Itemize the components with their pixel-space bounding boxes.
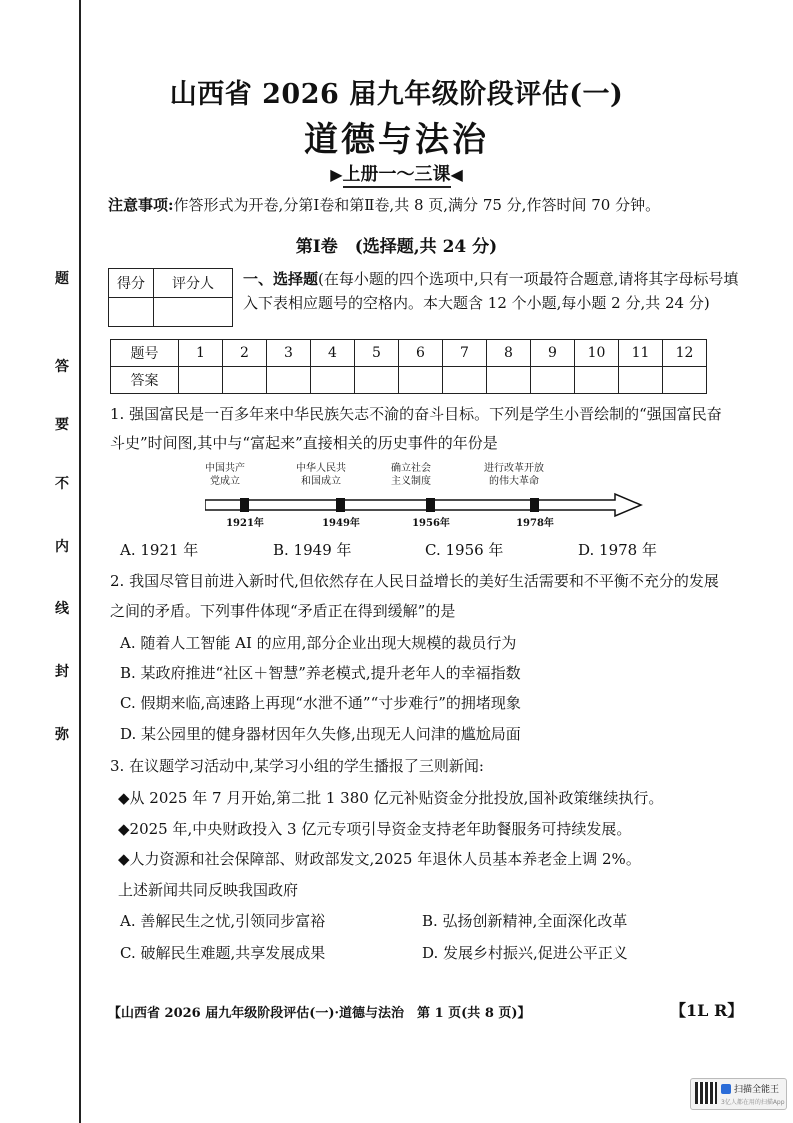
- q2-option-c[interactable]: C. 假期来临,高速路上再现“水泄不通”“寸步难行”的拥堵现象: [120, 694, 521, 712]
- q1-stem-line2: 斗史”时间图,其中与“富起来”直接相关的历史事件的年份是: [110, 434, 498, 452]
- answer-cell[interactable]: [443, 367, 487, 394]
- q2-option-a[interactable]: A. 随着人工智能 AI 的应用,部分企业出现大规模的裁员行为: [120, 634, 517, 652]
- page-footer: 【山西省 2026 届九年级阶段评估(一)·道德与法治 第 1 页(共 8 页)】: [108, 1006, 531, 1021]
- q2-option-d[interactable]: D. 某公园里的健身器材因年久失修,出现无人问津的尴尬局面: [120, 725, 521, 743]
- qr-code-icon: [695, 1082, 717, 1104]
- timeline-event-label: 中国共产 党成立: [205, 463, 245, 487]
- binding-char: 不: [55, 476, 69, 492]
- answer-cell[interactable]: [619, 367, 663, 394]
- q3-news-item: ◆2025 年,中央财政投入 3 亿元专项引导资金支持老年助餐服务可持续发展。: [118, 820, 632, 838]
- triangle-right-icon: ▶: [330, 165, 343, 184]
- answer-cell[interactable]: [355, 367, 399, 394]
- binding-char: 要: [55, 417, 69, 433]
- q3-option-d[interactable]: D. 发展乡村振兴,促进公平正义: [422, 944, 628, 962]
- answer-cell[interactable]: [311, 367, 355, 394]
- answer-row: [111, 367, 707, 394]
- timeline-year: 1956年: [412, 518, 450, 529]
- binding-char: 线: [55, 601, 69, 617]
- scanner-logo-icon: [721, 1084, 731, 1094]
- timeline-year: 1978年: [516, 518, 554, 529]
- paper-code: 【1L R】: [670, 1001, 744, 1020]
- triangle-left-icon: ◀: [450, 165, 463, 184]
- question-number: 6: [399, 340, 443, 367]
- binding-char: 题: [55, 271, 69, 287]
- question-number: 10: [575, 340, 619, 367]
- binding-char: 内: [55, 539, 69, 555]
- answer-cell[interactable]: [531, 367, 575, 394]
- scanner-watermark: [690, 1078, 787, 1110]
- subject-title: 道德与法治: [304, 120, 489, 160]
- part1-text: (在每小题的四个选项中,只有一项最符合题意,请将其字母标号填入下表相应题号的空格内。本大题含 12 个小题,每小题 2 分,共 24 分): [243, 270, 739, 312]
- timeline-event-label: 确立社会 主义制度: [391, 463, 431, 487]
- q2-option-b[interactable]: B. 某政府推进“社区＋智慧”养老模式,提升老年人的幸福指数: [120, 664, 521, 682]
- question-number: 4: [311, 340, 355, 367]
- q2-stem-line2: 之间的矛盾。下列事件体现“矛盾正在得到缓解”的是: [110, 602, 456, 620]
- answer-label: 答案: [111, 367, 179, 394]
- q1-option-b[interactable]: B. 1949 年: [273, 541, 352, 559]
- q3-option-c[interactable]: C. 破解民生难题,共享发展成果: [120, 944, 326, 962]
- timeline-year: 1949年: [322, 518, 360, 529]
- notice-label: 注意事项:: [108, 196, 174, 214]
- binding-char: 弥: [55, 727, 69, 743]
- notice-text: 作答形式为开卷,分第Ⅰ卷和第Ⅱ卷,共 8 页,满分 75 分,作答时间 70 分钟。: [173, 196, 661, 214]
- q2-stem-line1: 2. 我国尽管目前进入新时代,但依然存在人民日益增长的美好生活需要和不平衡不充分的发展: [110, 572, 719, 590]
- q1-option-d[interactable]: D. 1978 年: [578, 541, 657, 559]
- section-title: 第Ⅰ卷 (选择题,共 24 分): [295, 237, 498, 257]
- timeline-year: 1921年: [226, 518, 264, 529]
- q3-option-b[interactable]: B. 弘扬创新精神,全面深化改革: [422, 912, 628, 930]
- question-number-row: [111, 340, 707, 367]
- timeline-tick: [336, 498, 345, 512]
- part1-label: 一、选择题: [243, 270, 319, 288]
- question-number: 5: [355, 340, 399, 367]
- score-box: [108, 268, 233, 327]
- grader-label: 评分人: [154, 269, 233, 298]
- question-number-label: 题号: [111, 340, 179, 367]
- binding-char: 封: [55, 664, 69, 680]
- part1-instructions: [243, 267, 753, 315]
- score-cell[interactable]: [109, 298, 154, 327]
- answer-cell[interactable]: [663, 367, 707, 394]
- answer-cell[interactable]: [179, 367, 223, 394]
- q1-stem-line1: 1. 强国富民是一百多年来中华民族矢志不渝的奋斗目标。下列是学生小晋绘制的“强国富民奋: [110, 405, 722, 423]
- question-number: 2: [223, 340, 267, 367]
- q1-timeline: [205, 462, 645, 532]
- watermark-text: 扫描全能王: [734, 1085, 780, 1095]
- notice: [108, 195, 748, 216]
- grader-cell[interactable]: [154, 298, 233, 327]
- timeline-event-label: 中华人民共 和国成立: [296, 463, 346, 487]
- answer-cell[interactable]: [267, 367, 311, 394]
- question-number: 11: [619, 340, 663, 367]
- answer-cell[interactable]: [487, 367, 531, 394]
- q3-option-a[interactable]: A. 善解民生之忧,引领同步富裕: [120, 912, 326, 930]
- q3-news-item: ◆从 2025 年 7 月开始,第二批 1 380 亿元补贴资金分批投放,国补政策继续执行。: [118, 789, 664, 807]
- timeline-tick: [240, 498, 249, 512]
- question-number: 7: [443, 340, 487, 367]
- answer-cell[interactable]: [399, 367, 443, 394]
- q3-news-item: ◆人力资源和社会保障部、财政部发文,2025 年退休人员基本养老金上调 2%。: [118, 850, 641, 868]
- q1-option-c[interactable]: C. 1956 年: [425, 541, 504, 559]
- binding-margin-text: [52, 268, 72, 788]
- q3-question: 上述新闻共同反映我国政府: [118, 881, 299, 899]
- scope-label: [0, 160, 793, 186]
- answer-table: [110, 339, 707, 394]
- question-number: 9: [531, 340, 575, 367]
- timeline-tick: [530, 498, 539, 512]
- question-number: 1: [179, 340, 223, 367]
- q3-stem: 3. 在议题学习活动中,某学习小组的学生播报了三则新闻:: [110, 757, 484, 775]
- watermark-subtext: 3亿人都在用的扫描App: [721, 1099, 785, 1106]
- answer-cell[interactable]: [575, 367, 619, 394]
- question-number: 3: [267, 340, 311, 367]
- timeline-event-label: 进行改革开放 的伟大革命: [484, 463, 544, 487]
- q1-option-a[interactable]: A. 1921 年: [120, 541, 199, 559]
- scope-text: 上册一～三课: [343, 164, 451, 188]
- answer-cell[interactable]: [223, 367, 267, 394]
- binding-char: 答: [55, 359, 69, 375]
- question-number: 8: [487, 340, 531, 367]
- timeline-tick: [426, 498, 435, 512]
- score-label: 得分: [109, 269, 154, 298]
- question-number: 12: [663, 340, 707, 367]
- exam-title: 山西省 2026 届九年级阶段评估(一): [169, 79, 624, 110]
